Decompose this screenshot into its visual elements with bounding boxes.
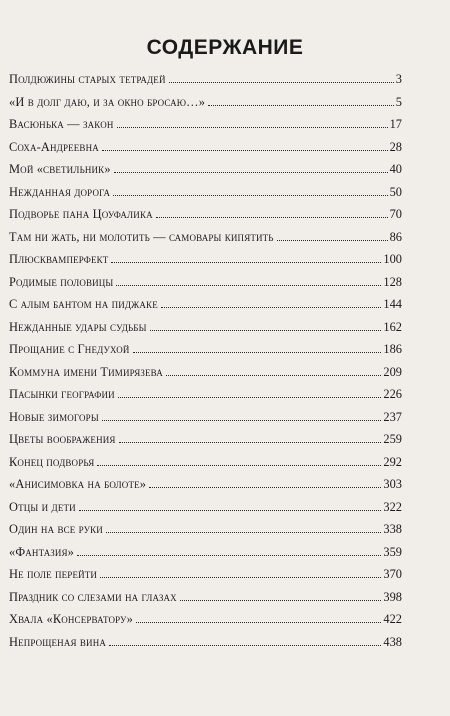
toc-entry (9, 113, 402, 136)
toc-entry (9, 226, 402, 249)
toc-entry-page: 422 (383, 612, 402, 626)
dot-leader (102, 150, 388, 151)
toc-entry-page: 5 (395, 94, 402, 109)
toc-entry-title: С алым бантом на пиджаке (9, 297, 158, 311)
dot-leader (106, 532, 381, 533)
toc-entry-page: 359 (383, 544, 402, 559)
toc-entry-page: 259 (383, 432, 402, 446)
toc-entry-page: 209 (383, 364, 402, 379)
toc-entry-page: 398 (383, 589, 402, 604)
toc-entry (9, 406, 402, 429)
toc-entry-page: 237 (383, 409, 402, 424)
toc-entry-page: 100 (383, 252, 402, 266)
toc-entry-title: Нежданная дорога (9, 184, 111, 199)
toc-entry (9, 158, 402, 181)
toc-entry-page: 40 (389, 162, 402, 176)
toc-entry (9, 608, 402, 631)
dot-leader (166, 375, 382, 376)
toc-entry-page: 186 (383, 342, 402, 356)
toc-entry-page: 144 (383, 297, 402, 311)
toc-entry (9, 361, 402, 384)
toc-entry-page: 303 (383, 477, 402, 491)
dot-leader (113, 195, 387, 196)
toc-entry (9, 383, 402, 406)
toc-entry-title: Родимые половицы (9, 274, 114, 289)
toc-entry-page: 17 (389, 117, 402, 131)
toc-entry-title: «Анисимовка на болоте» (9, 477, 147, 491)
toc-entry-title: Новые зимогоры (9, 409, 99, 424)
dot-leader (156, 217, 388, 218)
toc-entry (9, 518, 402, 541)
toc-entry-page: 3 (395, 72, 402, 86)
dot-leader (169, 82, 394, 83)
toc-entry-title: «Фантазия» (9, 544, 75, 559)
dot-leader (114, 172, 388, 173)
dot-leader (79, 510, 382, 511)
toc-entry (9, 541, 402, 564)
toc-entry-page: 128 (383, 274, 402, 289)
toc-entry-page: 162 (383, 319, 402, 334)
dot-leader (77, 555, 381, 556)
dot-leader (149, 487, 381, 488)
toc-entry (9, 293, 402, 316)
toc-entry-title: «И в долг даю, и за окно бросаю…» (9, 94, 206, 109)
dot-leader (97, 465, 381, 466)
toc-entry (9, 203, 402, 226)
toc-entry-title: Праздник со слезами на глазах (9, 589, 177, 604)
toc-entry-title: Соха-Андреевна (9, 139, 99, 154)
toc-entry (9, 338, 402, 361)
toc-entry-title: Один на все руки (9, 522, 103, 536)
toc-entry-title: Полдюжины старых тетрадей (9, 72, 166, 86)
toc-entry-page: 370 (383, 567, 402, 581)
toc-entry (9, 496, 402, 519)
toc-entry (9, 631, 402, 654)
toc-entry-title: Прощание с Гнедухой (9, 342, 130, 356)
dot-leader (133, 352, 382, 353)
toc-entry-title: Мой «светильник» (9, 162, 111, 176)
toc-entry-title: Конец подворья (9, 454, 95, 469)
dot-leader (180, 600, 382, 601)
dot-leader (161, 307, 382, 308)
toc-entry (9, 586, 402, 609)
dot-leader (208, 105, 394, 106)
toc-entry-page: 292 (383, 454, 402, 469)
toc-entry-title: Не поле перейти (9, 567, 98, 581)
toc-entry-title: Отцы и дети (9, 499, 76, 514)
toc-entry-title: Коммуна имени Тимирязева (9, 364, 163, 379)
toc-list (9, 68, 402, 653)
toc-entry-page: 338 (383, 522, 402, 536)
toc-entry (9, 248, 402, 271)
toc-entry-title: Хвала «Консерватору» (9, 612, 133, 626)
toc-entry-title: Нежданные удары судьбы (9, 319, 147, 334)
toc-entry-title: Плюсквамперфект (9, 252, 109, 266)
toc-entry-page: 438 (383, 634, 402, 649)
dot-leader (119, 442, 382, 443)
toc-entry (9, 271, 402, 294)
dot-leader (116, 285, 381, 286)
toc-entry-title: Непрощеная вина (9, 634, 106, 649)
toc-entry (9, 428, 402, 451)
dot-leader (102, 420, 382, 421)
toc-entry (9, 68, 402, 91)
toc-entry-page: 70 (389, 207, 402, 221)
toc-entry (9, 451, 402, 474)
toc-entry-title: Васюнька — закон (9, 117, 114, 131)
toc-entry-title: Пасынки географии (9, 387, 115, 401)
toc-entry-title: Там ни жать, ни молотить — самовары кипятить (9, 229, 274, 244)
toc-entry-title: Подворье пана Цоуфалика (9, 207, 153, 221)
toc-entry-page: 322 (383, 499, 402, 514)
dot-leader (277, 240, 388, 241)
toc-entry-page: 86 (389, 229, 402, 244)
dot-leader (136, 622, 381, 623)
toc-entry (9, 316, 402, 339)
toc-entry (9, 91, 402, 114)
toc-entry-page: 50 (389, 184, 402, 199)
toc-entry (9, 181, 402, 204)
toc-entry-title: Цветы воображения (9, 432, 116, 446)
dot-leader (100, 577, 381, 578)
dot-leader (109, 645, 381, 646)
dot-leader (111, 262, 381, 263)
toc-entry-page: 28 (389, 139, 402, 154)
toc-entry (9, 563, 402, 586)
toc-title: СОДЕРЖАНИЕ (146, 36, 304, 59)
toc-entry (9, 473, 402, 496)
toc-entry-page: 226 (383, 387, 402, 401)
dot-leader (150, 330, 382, 331)
dot-leader (117, 127, 388, 128)
dot-leader (118, 397, 382, 398)
toc-entry (9, 136, 402, 159)
